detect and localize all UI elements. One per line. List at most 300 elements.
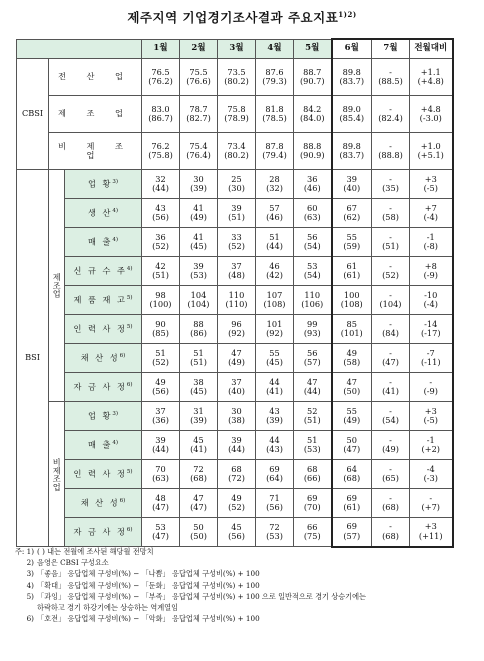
prior-forecast: (54)	[382, 415, 399, 425]
current-value: 33	[231, 231, 242, 242]
prior-forecast: (51)	[152, 270, 169, 280]
prior-forecast: (110)	[225, 299, 248, 309]
current-value: -4	[426, 463, 435, 474]
cbsi-row	[17, 96, 453, 133]
current-value: -	[389, 66, 392, 77]
prior-forecast: (52)	[152, 357, 169, 367]
value-cell	[256, 59, 294, 96]
current-value: -1	[426, 434, 435, 445]
current-value: 47	[307, 376, 318, 387]
value-cell	[180, 460, 218, 489]
value-cell	[372, 228, 410, 257]
row-label	[65, 373, 142, 402]
value-cell	[410, 344, 453, 373]
prior-forecast: (56)	[228, 531, 245, 541]
value-cell	[332, 96, 372, 133]
value-cell	[142, 228, 180, 257]
prior-forecast: (76.4)	[186, 150, 211, 160]
current-value: -	[389, 434, 392, 445]
current-value: 72	[193, 463, 204, 474]
current-value: 75.5	[189, 66, 208, 77]
prior-forecast: (-9)	[423, 270, 438, 280]
current-value: 88.7	[303, 66, 322, 77]
prior-forecast: (75)	[303, 531, 321, 541]
value-cell	[410, 460, 453, 489]
value-cell	[294, 460, 332, 489]
footnote-key: 2)	[26, 558, 34, 568]
value-cell	[372, 59, 410, 96]
prior-forecast: (68)	[343, 473, 361, 483]
prior-forecast: (39)	[190, 183, 207, 193]
current-value: 69	[346, 492, 357, 503]
current-value: 52	[307, 405, 318, 416]
row-label	[65, 199, 142, 228]
value-cell	[410, 228, 453, 257]
current-value: -	[389, 463, 392, 474]
current-value: -	[389, 376, 392, 387]
row-footnote-ref: 4)	[126, 266, 133, 273]
current-value: 55	[346, 405, 357, 416]
prior-forecast: (50)	[343, 386, 361, 396]
value-cell	[372, 315, 410, 344]
prior-forecast: (80.2)	[224, 76, 249, 86]
value-cell	[218, 402, 256, 431]
current-value: 110	[304, 289, 321, 300]
prior-forecast: (47)	[152, 531, 169, 541]
prior-forecast: (85.4)	[339, 113, 365, 123]
value-cell	[218, 228, 256, 257]
value-cell	[294, 373, 332, 402]
row-label	[49, 59, 142, 96]
current-value: 76.5	[151, 66, 170, 77]
prior-forecast: (40)	[228, 386, 245, 396]
value-cell	[332, 133, 372, 170]
value-cell	[142, 460, 180, 489]
current-value: 45	[193, 434, 204, 445]
value-cell	[180, 199, 218, 228]
current-value: -	[389, 231, 392, 242]
prior-forecast: (42)	[266, 270, 283, 280]
prior-forecast: (59)	[343, 241, 361, 251]
current-value: 70	[155, 463, 166, 474]
row-label	[49, 96, 142, 133]
prior-forecast: (79.4)	[262, 150, 287, 160]
current-value: 98	[155, 289, 166, 300]
current-value: 51	[269, 231, 280, 242]
current-value: 39	[155, 434, 166, 445]
prior-forecast: (43)	[266, 444, 283, 454]
current-value: 32	[155, 173, 166, 184]
current-value: 39	[231, 434, 242, 445]
value-cell	[218, 315, 256, 344]
prior-forecast: (50)	[190, 531, 207, 541]
prior-forecast: (84)	[382, 328, 399, 338]
value-cell	[332, 315, 372, 344]
prior-forecast: (44)	[266, 241, 283, 251]
prior-forecast: (49)	[382, 444, 399, 454]
footnote	[6, 591, 476, 602]
current-value: 36	[155, 231, 166, 242]
prior-forecast: (88.5)	[378, 76, 403, 86]
value-cell	[142, 257, 180, 286]
current-value: 39	[231, 202, 242, 213]
value-cell	[332, 489, 372, 518]
current-value: 49	[155, 376, 166, 387]
prior-forecast: (90.7)	[299, 76, 325, 86]
row-label-text: 전 산 업	[58, 71, 132, 82]
prior-forecast: (-9)	[423, 386, 438, 396]
prior-forecast: (54)	[303, 241, 321, 251]
prior-forecast: (63)	[303, 212, 321, 222]
value-cell	[180, 518, 218, 547]
row-footnote-ref: 4)	[112, 440, 119, 447]
value-cell	[180, 344, 218, 373]
prior-forecast: (62)	[343, 212, 361, 222]
value-cell	[294, 257, 332, 286]
prior-forecast: (56)	[152, 386, 169, 396]
value-cell	[180, 286, 218, 315]
prior-forecast: (66)	[303, 473, 321, 483]
current-value: 68	[307, 463, 318, 474]
current-value: -	[389, 405, 392, 416]
current-value: -	[429, 492, 433, 503]
value-cell	[142, 133, 180, 170]
current-value: 51	[307, 434, 318, 445]
prior-forecast: (46)	[303, 183, 321, 193]
row-label	[65, 402, 142, 431]
row-footnote-ref: 6)	[126, 527, 133, 534]
bsi-nonmfg-row	[17, 489, 453, 518]
column-header: 5월	[294, 39, 332, 59]
footnote-key: 6)	[26, 614, 34, 624]
value-cell	[332, 402, 372, 431]
prior-forecast: (36)	[152, 415, 169, 425]
current-value: 39	[193, 260, 204, 271]
current-value: -	[389, 103, 392, 114]
prior-forecast: (68)	[190, 473, 207, 483]
prior-forecast: (64)	[266, 473, 283, 483]
row-footnote-ref: 5)	[126, 324, 133, 331]
current-value: 51	[193, 347, 204, 358]
footnote-key: 5)	[26, 591, 34, 601]
prior-forecast: (104)	[187, 299, 210, 309]
prior-forecast: (75.8)	[148, 150, 173, 160]
value-cell	[294, 228, 332, 257]
footnote	[6, 557, 476, 568]
prior-forecast: (46)	[266, 212, 283, 222]
prior-forecast: (86.7)	[148, 113, 173, 123]
prior-forecast: (76.6)	[186, 76, 211, 86]
value-cell	[180, 402, 218, 431]
value-cell	[256, 518, 294, 547]
value-cell	[294, 344, 332, 373]
column-header: 2월	[180, 39, 218, 59]
current-value: -	[429, 376, 433, 387]
value-cell	[332, 518, 372, 547]
current-value: 55	[269, 347, 280, 358]
prior-forecast: (39)	[190, 415, 207, 425]
value-cell	[294, 133, 332, 170]
prior-forecast: (53)	[266, 531, 283, 541]
value-cell	[218, 344, 256, 373]
prior-forecast: (-3.0)	[419, 113, 442, 123]
prior-forecast: (63)	[152, 473, 169, 483]
current-value: 30	[193, 173, 204, 184]
row-label-text: 매 출	[87, 237, 113, 248]
current-value: 68	[231, 463, 242, 474]
value-cell	[256, 199, 294, 228]
value-cell	[410, 518, 453, 547]
prior-forecast: (47)	[343, 444, 361, 454]
prior-forecast: (-11)	[420, 357, 441, 367]
current-value: 110	[228, 289, 245, 300]
indicator-table	[16, 38, 454, 548]
current-value: -	[389, 347, 392, 358]
value-cell	[332, 257, 372, 286]
current-value: 101	[266, 318, 283, 329]
prior-forecast: (51)	[228, 212, 245, 222]
row-label	[65, 431, 142, 460]
prior-forecast: (84.0)	[299, 113, 325, 123]
value-cell	[218, 133, 256, 170]
current-value: -1	[426, 231, 435, 242]
value-cell	[332, 431, 372, 460]
current-value: 96	[231, 318, 242, 329]
prior-forecast: (106)	[301, 299, 324, 309]
column-header: 4월	[256, 39, 294, 59]
current-value: 48	[155, 492, 166, 503]
value-cell	[256, 402, 294, 431]
current-value: 25	[231, 173, 242, 184]
prior-forecast: (108)	[340, 299, 363, 309]
value-cell	[256, 315, 294, 344]
row-label	[65, 518, 142, 547]
value-cell	[410, 170, 453, 199]
prior-forecast: (47)	[190, 502, 207, 512]
bsi-nonmfg-row	[17, 402, 453, 431]
value-cell	[142, 489, 180, 518]
current-value: 104	[190, 289, 207, 300]
prior-forecast: (41)	[382, 386, 399, 396]
current-value: 69	[346, 521, 357, 532]
value-cell	[372, 133, 410, 170]
current-value: +1.0	[420, 140, 441, 151]
row-label-text: 매 출	[87, 440, 113, 451]
value-cell	[256, 228, 294, 257]
value-cell	[410, 431, 453, 460]
current-value: 37	[155, 405, 166, 416]
footnote-text: ( ) 내는 전월에 조사된 해당월 전망치	[37, 547, 154, 556]
value-cell	[332, 373, 372, 402]
row-label	[65, 344, 142, 373]
footnote	[6, 602, 476, 613]
value-cell	[410, 402, 453, 431]
prior-forecast: (-5)	[423, 183, 438, 193]
prior-forecast: (58)	[343, 357, 361, 367]
prior-forecast: (61)	[343, 270, 361, 280]
current-value: 47	[193, 492, 204, 503]
prior-forecast: (-4)	[423, 212, 438, 222]
prior-forecast: (44)	[152, 444, 169, 454]
footnote-key: 4)	[26, 580, 34, 590]
current-value: 85	[346, 318, 357, 329]
bsi-mfg-row	[17, 286, 453, 315]
value-cell	[142, 199, 180, 228]
value-cell	[142, 431, 180, 460]
value-cell	[294, 315, 332, 344]
current-value: +7	[424, 202, 437, 213]
row-label-text: 채 산 성	[80, 353, 120, 364]
row-footnote-ref: 3)	[112, 411, 119, 418]
bsi-mfg-row	[17, 257, 453, 286]
current-value: 89.0	[342, 103, 361, 114]
footnote-key: 주: 1)	[14, 547, 34, 556]
prior-forecast: (90.9)	[299, 150, 325, 160]
current-value: -	[389, 289, 392, 300]
row-label-text: 신 규 수 주	[73, 266, 127, 277]
current-value: 44	[269, 376, 280, 387]
current-value: 39	[346, 173, 357, 184]
value-cell	[256, 257, 294, 286]
row-footnote-ref: 4)	[112, 208, 119, 215]
prior-forecast: (49)	[343, 415, 361, 425]
current-value: -	[389, 260, 392, 271]
header-row	[17, 39, 453, 59]
current-value: -	[389, 318, 392, 329]
current-value: 44	[269, 434, 280, 445]
current-value: 45	[231, 521, 242, 532]
value-cell	[294, 402, 332, 431]
value-cell	[218, 460, 256, 489]
current-value: 61	[346, 260, 357, 271]
prior-forecast: (30)	[228, 183, 245, 193]
row-label-text: 자 금 사 정	[73, 382, 127, 393]
prior-forecast: (49)	[228, 357, 245, 367]
value-cell	[256, 460, 294, 489]
value-cell	[332, 59, 372, 96]
prior-forecast: (52)	[382, 270, 399, 280]
value-cell	[256, 96, 294, 133]
row-label	[65, 257, 142, 286]
current-value: 51	[155, 347, 166, 358]
value-cell	[256, 286, 294, 315]
row-footnote-ref: 6)	[119, 353, 126, 360]
prior-forecast: (44)	[152, 183, 169, 193]
current-value: 67	[346, 202, 357, 213]
prior-forecast: (104)	[379, 299, 402, 309]
current-value: 56	[307, 231, 318, 242]
prior-forecast: (+4.8)	[417, 76, 444, 86]
value-cell	[180, 59, 218, 96]
value-cell	[332, 286, 372, 315]
row-label-text: 인 력 사 정	[73, 324, 127, 335]
value-cell	[294, 489, 332, 518]
value-cell	[142, 315, 180, 344]
prior-forecast: (86)	[190, 328, 207, 338]
bsi-mfg-row	[17, 170, 453, 199]
current-value: 88.8	[303, 140, 322, 151]
bsi-nonmfg-row	[17, 431, 453, 460]
footnote-text: 음영은 CBSI 구성요소	[37, 558, 109, 568]
current-value: 66	[307, 521, 318, 532]
value-cell	[372, 431, 410, 460]
bsi-mfg-row	[17, 344, 453, 373]
current-value: +3	[424, 173, 437, 184]
prior-forecast: (-3)	[423, 473, 438, 483]
prior-forecast: (44)	[228, 444, 245, 454]
column-header: 1월	[142, 39, 180, 59]
current-value: 43	[269, 405, 280, 416]
current-value: 50	[346, 434, 357, 445]
current-value: -14	[424, 318, 438, 329]
prior-forecast: (51)	[190, 357, 207, 367]
current-value: +3	[424, 405, 437, 416]
current-value: 88	[193, 318, 204, 329]
value-cell	[294, 59, 332, 96]
current-value: 41	[193, 231, 204, 242]
value-cell	[142, 286, 180, 315]
current-value: -	[389, 173, 392, 184]
current-value: 75.4	[189, 140, 208, 151]
bsi-nonmfg-row	[17, 518, 453, 547]
current-value: 56	[307, 347, 318, 358]
prior-forecast: (108)	[263, 299, 286, 309]
value-cell	[410, 96, 453, 133]
current-value: -	[389, 140, 392, 151]
prior-forecast: (68)	[382, 502, 399, 512]
value-cell	[294, 286, 332, 315]
prior-forecast: (45)	[190, 386, 207, 396]
value-cell	[218, 170, 256, 199]
prior-forecast: (53)	[303, 444, 321, 454]
bsi-group-label: BSI	[17, 170, 49, 547]
current-value: 99	[307, 318, 318, 329]
prior-forecast: (38)	[228, 415, 245, 425]
cbsi-group-label: CBSI	[17, 59, 49, 170]
prior-forecast: (45)	[190, 241, 207, 251]
prior-forecast: (47)	[152, 502, 169, 512]
current-value: 76.2	[151, 140, 170, 151]
row-label	[65, 170, 142, 199]
bsi-nonmfg-row	[17, 460, 453, 489]
value-cell	[332, 199, 372, 228]
prior-forecast: (54)	[303, 270, 321, 280]
prior-forecast: (41)	[190, 444, 207, 454]
prior-forecast: (101)	[340, 328, 363, 338]
prior-forecast: (-17)	[420, 328, 441, 338]
row-footnote-ref: 6)	[119, 498, 126, 505]
current-value: 53	[155, 521, 166, 532]
value-cell	[372, 460, 410, 489]
prior-forecast: (35)	[382, 183, 399, 193]
row-label-text: 인 력 사 정	[73, 469, 127, 480]
prior-forecast: (48)	[228, 270, 245, 280]
column-header: 3월	[218, 39, 256, 59]
footnote	[6, 613, 476, 624]
value-cell	[410, 257, 453, 286]
current-value: 36	[307, 173, 318, 184]
current-value: 89.8	[342, 66, 361, 77]
current-value: 30	[231, 405, 242, 416]
row-label-text: 업 황	[87, 411, 113, 422]
row-footnote-ref: 4)	[112, 237, 119, 244]
row-label	[65, 228, 142, 257]
current-value: 28	[269, 173, 280, 184]
value-cell	[180, 228, 218, 257]
current-value: 37	[231, 260, 242, 271]
value-cell	[218, 518, 256, 547]
prior-forecast: (44)	[303, 386, 321, 396]
